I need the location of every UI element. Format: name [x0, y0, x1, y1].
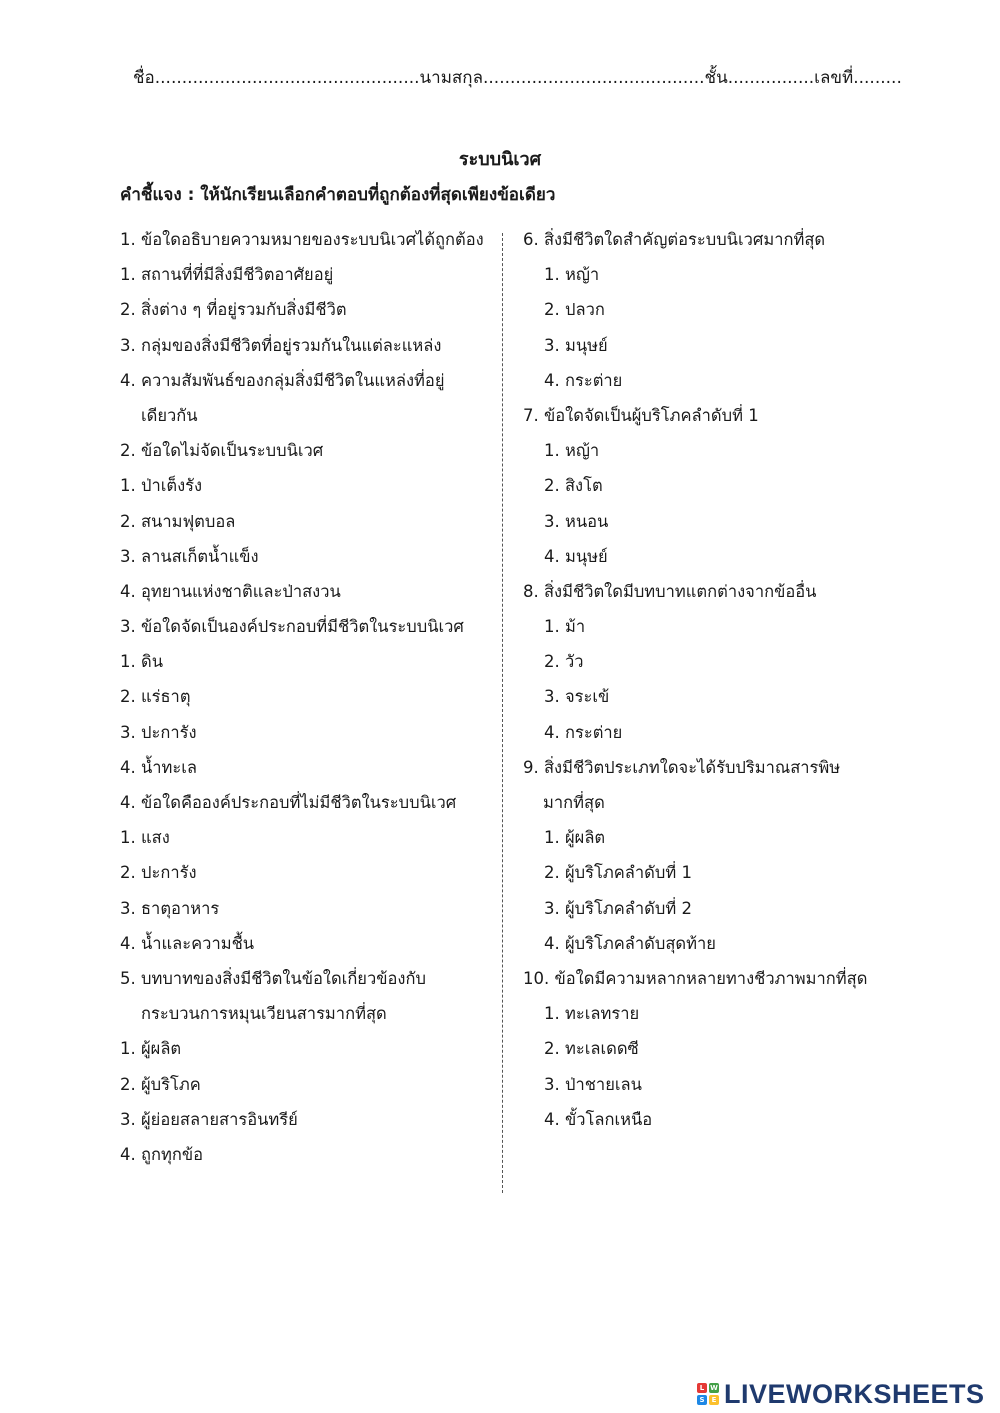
question-8 — [523, 574, 883, 750]
option-4[interactable]: 4. ผู้บริโภคลำดับสุดท้าย — [544, 933, 716, 953]
question-7 — [523, 398, 883, 574]
question-text: 3. ข้อใดจัดเป็นองค์ประกอบที่มีชีวิตในระบบนิเวศ — [120, 617, 464, 637]
question-2 — [120, 433, 495, 609]
question-text: 2. ข้อใดไม่จัดเป็นระบบนิเวศ — [120, 441, 324, 461]
worksheet-title: ระบบนิเวศ — [458, 149, 542, 170]
question-10 — [523, 961, 883, 1137]
option-4[interactable]: 4. ขั้วโลกเหนือ — [544, 1109, 653, 1129]
logo-text: LIVEWORKSHEETS — [724, 1378, 985, 1409]
right-question-column — [523, 222, 883, 1137]
option-2[interactable]: 2. สิงโต — [544, 476, 603, 496]
option-2[interactable]: 2. ปลวก — [544, 300, 605, 320]
option-4[interactable]: 4. ถูกทุกข้อ — [120, 1144, 204, 1164]
logo-icon — [697, 1383, 719, 1405]
option-2[interactable]: 2. สนามฟุตบอล — [120, 511, 236, 531]
option-2[interactable]: 2. ผู้บริโภค — [120, 1074, 201, 1094]
option-3[interactable]: 3. ลานสเก็ตน้ำแข็ง — [120, 546, 259, 566]
option-1[interactable]: 1. แสง — [120, 828, 170, 848]
option-1[interactable]: 1. ป่าเต็งรัง — [120, 476, 203, 496]
option-4[interactable]: 4. มนุษย์ — [544, 546, 608, 566]
option-1[interactable]: 1. ม้า — [544, 617, 586, 637]
question-text: 1. ข้อใดอธิบายความหมายของระบบนิเวศได้ถูกต้อง — [120, 230, 484, 249]
option-3[interactable]: 3. ป่าชายเลน — [544, 1074, 642, 1094]
question-1 — [120, 222, 495, 433]
option-3[interactable]: 3. กลุ่มของสิ่งมีชีวิตที่อยู่รวมกันในแต่ละแหล่ง — [120, 335, 442, 355]
question-6 — [523, 222, 883, 398]
option-2[interactable]: 2. ผู้บริโภคลำดับที่ 1 — [544, 863, 692, 883]
question-text: 5. บทบาทของสิ่งมีชีวิตในข้อใดเกี่ยวข้องกับ — [120, 968, 426, 988]
option-3[interactable]: 3. ธาตุอาหาร — [120, 898, 220, 918]
option-4[interactable]: 4. กระต่าย — [544, 370, 623, 390]
option-2[interactable]: 2. วัว — [544, 652, 584, 672]
question-text-continuation: กระบวนการหมุนเวียนสารมากที่สุด — [141, 1004, 387, 1024]
option-2[interactable]: 2. ปะการัง — [120, 863, 197, 883]
logo-tile-1: L — [697, 1383, 707, 1393]
question-4 — [120, 785, 495, 961]
student-info-line: ชื่อ.................................................นามสกุล.........................................ชั้น................เลขที่......... — [133, 68, 902, 88]
option-2[interactable]: 2. สิ่งต่าง ๆ ที่อยู่รวมกับสิ่งมีชีวิต — [120, 300, 347, 320]
option-2[interactable]: 2. แร่ธาตุ — [120, 687, 191, 707]
logo-tile-4: E — [709, 1395, 719, 1405]
option-3[interactable]: 3. ผู้บริโภคลำดับที่ 2 — [544, 898, 692, 918]
left-question-column — [120, 222, 495, 1172]
option-1[interactable]: 1. หญ้า — [544, 441, 600, 461]
option-4-continuation: เดียวกัน — [141, 405, 198, 425]
logo-tile-2: W — [710, 1384, 718, 1392]
option-3[interactable]: 3. จระเข้ — [544, 687, 610, 707]
column-divider — [502, 233, 503, 1193]
option-4[interactable]: 4. กระต่าย — [544, 722, 623, 742]
question-text: 7. ข้อใดจัดเป็นผู้บริโภคลำดับที่ 1 — [523, 405, 759, 425]
question-5 — [120, 961, 495, 1172]
question-text: 9. สิ่งมีชีวิตประเภทใดจะได้รับปริมาณสารพิษ — [523, 757, 841, 777]
option-1[interactable]: 1. ผู้ผลิต — [120, 1039, 182, 1059]
option-3[interactable]: 3. หนอน — [544, 511, 609, 531]
option-1[interactable]: 1. ผู้ผลิต — [544, 828, 606, 848]
option-1[interactable]: 1. ดิน — [120, 652, 163, 672]
option-4[interactable]: 4. น้ำและความชื้น — [120, 933, 255, 953]
option-3[interactable]: 3. มนุษย์ — [544, 335, 608, 355]
question-text-continuation: มากที่สุด — [543, 793, 605, 812]
question-text: 4. ข้อใดคือองค์ประกอบที่ไม่มีชีวิตในระบบนิเวศ — [120, 793, 457, 812]
option-2[interactable]: 2. ทะเลเดดซี — [544, 1039, 639, 1059]
option-4[interactable]: 4. น้ำทะเล — [120, 757, 198, 777]
logo-tile-3: S — [697, 1395, 707, 1405]
option-4[interactable]: 4. ความสัมพันธ์ของกลุ่มสิ่งมีชีวิตในแหล่งที่อยู่ — [120, 370, 445, 390]
option-3[interactable]: 3. ปะการัง — [120, 722, 197, 742]
option-1[interactable]: 1. สถานที่ที่มีสิ่งมีชีวิตอาศัยอยู่ — [120, 265, 334, 285]
question-text: 10. ข้อใดมีความหลากหลายทางชีวภาพมากที่สุด — [523, 968, 868, 988]
liveworksheets-logo — [697, 1379, 985, 1409]
question-text: 8. สิ่งมีชีวิตใดมีบทบาทแตกต่างจากข้ออื่น — [523, 581, 817, 601]
option-1[interactable]: 1. ทะเลทราย — [544, 1004, 640, 1024]
option-4[interactable]: 4. อุทยานแห่งชาติและป่าสงวน — [120, 581, 341, 601]
question-text: 6. สิ่งมีชีวิตใดสำคัญต่อระบบนิเวศมากที่สุด — [523, 230, 826, 249]
option-1[interactable]: 1. หญ้า — [544, 265, 600, 285]
question-3 — [120, 609, 495, 785]
option-3[interactable]: 3. ผู้ย่อยสลายสารอินทรีย์ — [120, 1109, 298, 1129]
instruction-text: คำชี้แจง : ให้นักเรียนเลือกคำตอบที่ถูกต้องที่สุดเพียงข้อเดียว — [120, 185, 556, 205]
question-9 — [523, 750, 883, 961]
